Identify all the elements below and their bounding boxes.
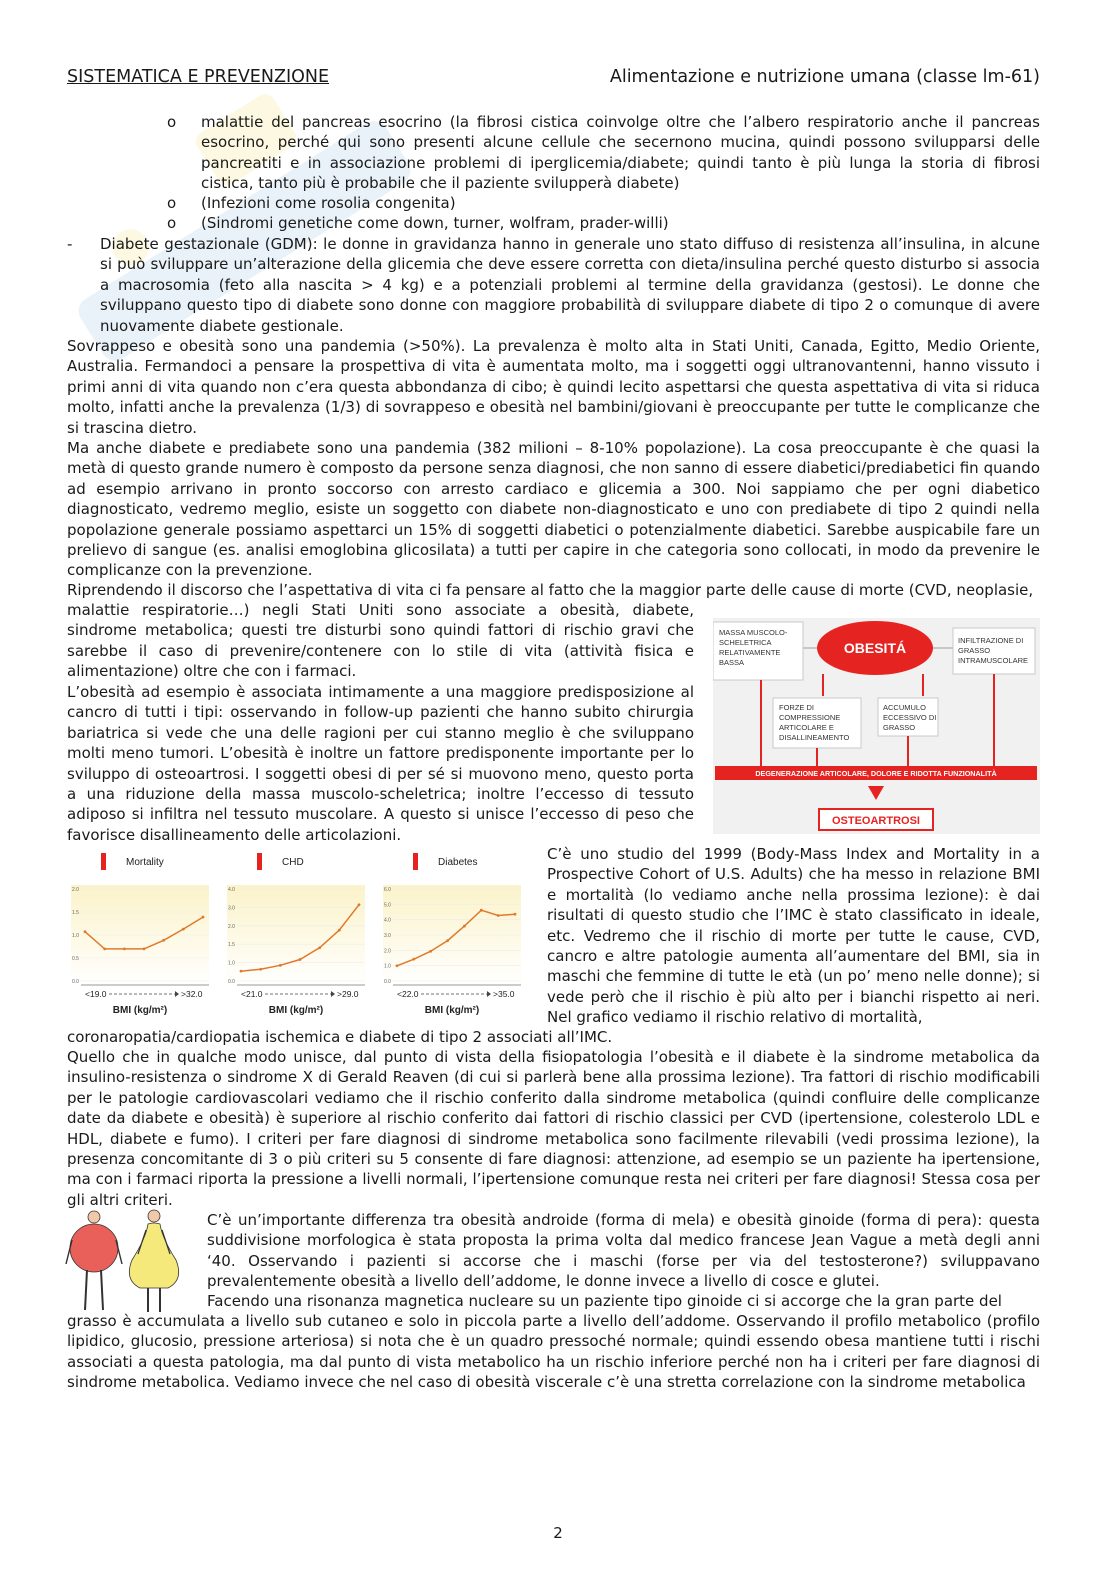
x-axis-label: BMI (kg/m²)	[112, 1005, 168, 1016]
paragraph: Facendo una risonanza magnetica nucleare su un paziente tipo ginoide ci si accorge che la gran parte del	[207, 1292, 1002, 1310]
data-point	[514, 913, 517, 916]
data-point	[123, 948, 126, 951]
y-tick-label: 4.0	[228, 887, 235, 893]
bullet-marker: o	[167, 113, 177, 131]
x-range-arrow	[175, 991, 179, 997]
diagram-box-text: GRASSO	[958, 646, 991, 655]
paragraph: malattie respiratorie…) negli Stati Uniti sono associate a obesità, diabete, sindrome metabolica; questi tre disturbi sono quindi fattori di rischio gravi che sarebbe il caso di prevenire/contenere con lo stile di vita (attività fisica e alimentazione) oltre che con i farmaci.	[67, 601, 694, 681]
data-point	[279, 964, 282, 967]
y-tick-label: 1.0	[228, 960, 235, 967]
x-range-start: <21.0	[241, 989, 263, 999]
paragraph: Sovrappeso e obesità sono una pandemia (>50%). La prevalenza è molto alta in Stati Uniti, Canada, Egitto, Medio Oriente, Australia. Fermandoci a pensare la prospettiva di vita è aumentata molto, ma i soggetti oggi ultranovantenni, hanno vissuto i primi anni di vita quando non c’era questa abbondanza di cibo; è quindi lecito aspettarsi che questa aspettativa di vita si riduca molto, infatti anche la prevalenza (1/3) di sovrappeso e obesità nel bambini/giovani è preoccupante per tutte le complicanze che si trascina dietro.	[67, 337, 1040, 437]
diagram-bottom-bar-label: DEGENERAZIONE ARTICOLARE, DOLORE E RIDOTTA FUNZIONALITÀ	[755, 769, 997, 778]
x-range-end: >29.0	[337, 989, 359, 999]
paragraph: coronaropatia/cardiopatia ischemica e diabete di tipo 2 associati all’IMC.	[67, 1028, 613, 1046]
diagram-box-text: ARTICOLARE E	[779, 723, 834, 732]
paragraph: L’obesità ad esempio è associata intimamente a una maggiore predisposizione al cancro di tutti i tipi: osservando in follow-up pazienti che hanno subito chirurgia bariatrica si vede che una delle ragioni per cui stanno meglio è che sviluppano molti meno tumori. L’obesità è inoltre un fattore predisponente importante per lo sviluppo di osteoartrosi. I soggetti obesi di per sé si muovono meno, questo porta a una riduzione della massa muscolo-scheletrica; inoltre l’eccesso di tessuto adiposo si infiltra nel tessuto muscolare. A questo si unisce l’eccesso di peso che favorisce disallineamento delle articolazioni.	[67, 683, 694, 844]
x-range-end: >35.0	[493, 989, 515, 999]
bullet-marker: -	[67, 235, 73, 253]
diagram-box-text: INTRAMUSCOLARE	[958, 656, 1029, 665]
diagram-box-text: MASSA MUSCOLO-	[719, 628, 788, 637]
data-point	[318, 946, 321, 949]
data-point	[497, 914, 500, 917]
paragraph: grasso è accumulata a livello sub cutaneo e solo in piccola parte a livello dell’addome. Osservando il profilo metabolico (profilo lipidico, glucosio, pressione arteriosa) si nota che è un quadro pressoché normale; quindi essendo obesa mantiene tutti i rischi associati a questa patologia, ma dal punto di vista metabolico ha un rischio inferiore perché non ha i criteri per fare diagnosi di sindrome metabolica. Vediamo invece che nel caso di obesità viscerale c’è una stretta correlazione con la sindrome metabolica	[67, 1312, 1040, 1392]
legend-marker	[257, 853, 262, 870]
y-tick-label: 1.5	[72, 910, 79, 916]
x-axis-label: BMI (kg/m²)	[424, 1005, 480, 1016]
y-tick-label: 1.0	[384, 963, 391, 970]
chart-title: Mortality	[126, 857, 164, 868]
x-range-start: <19.0	[85, 989, 107, 999]
bullet-marker: o	[167, 214, 177, 232]
y-tick-label: 0.0	[72, 979, 79, 985]
data-point	[259, 968, 262, 971]
bmi-relative-risk-charts	[63, 845, 529, 1023]
y-tick-label: 6.0	[384, 887, 391, 893]
y-tick-label: 1.5	[228, 942, 235, 949]
obesity-osteoarthritis-diagram	[713, 618, 1040, 834]
data-point	[143, 948, 146, 951]
paragraph: C’è uno studio del 1999 (Body-Mass Index and Mortality in a Prospective Cohort of U.S. Adults) che ha messo in relazione BMI e mortalità (lo vediamo anche nella prossima lezione): è dai risultati di questo studio che l’IMC è stato classificato in ideale, etc. Vedremo che il rischio di morte per tutte le cause, CVD, cancro e altre patologie aumenta all’aumentare del BMI, sia in maschi che femmine di tutte le età (un po’ meno nelle donne); si vede però che il rischio è più alto per i bianchi rispetto ai neri. Nel grafico vediamo il rischio relativo di mortalità,	[547, 845, 1040, 1027]
data-point	[396, 964, 399, 967]
list-item: (Infezioni come rosolia congenita)	[201, 194, 456, 212]
diagram-center-label: OBESITÁ	[843, 640, 907, 656]
y-tick-label: 0.0	[228, 979, 235, 985]
data-point	[412, 958, 415, 961]
data-point	[162, 939, 165, 942]
diagram-box-text: RELATIVAMENTE	[719, 648, 781, 657]
header-degree-class: Alimentazione e nutrizione umana (classe lm-61)	[609, 67, 1040, 87]
y-tick-label: 3.0	[384, 933, 391, 939]
data-point	[463, 925, 466, 928]
data-point	[182, 928, 185, 931]
paragraph: Quello che in qualche modo unisce, dal punto di vista della fisiopatologia l’obesità e il diabete è la sindrome metabolica da insulino-resistenza o sindrome X di Gerald Reaven (di cui si parlerà bene alla prossima lezione). Tra fattori di rischio modificabili per le patologie cardiovascolari vediamo che il rischio conferito dalla sindrome metabolica (quindi confluire delle complicanze date da diabete e obesità) è superiore al rischio conferito dai fattori di rischio classici per CVD (ipertensione, colesterolo LDL e HDL, diabete e fumo). I criteri per fare diagnosi di sindrome metabolica sono facilmente rilevabili (vedi prossima lezione), la presenza concomitante di 3 o più criteri su 5 consente di fare diagnosi: attenzione, ad esempio se un paziente ha ipertensione, ma con i farmaci riporta la pressione a livelli normali, l’ipertensione comunque resta nei criteri per fare diagnosi! Stessa cosa per gli altri criteri.	[67, 1048, 1040, 1209]
data-point	[480, 909, 483, 912]
data-point	[103, 948, 106, 951]
diagram-outcome-label: OSTEOARTROSI	[831, 815, 921, 827]
list-item: (Sindromi genetiche come down, turner, wolfram, prader-willi)	[201, 214, 669, 232]
y-tick-label: 2.0	[228, 923, 235, 930]
bullet-marker: o	[167, 194, 177, 212]
data-point	[240, 970, 243, 973]
data-point	[429, 950, 432, 953]
chart-title: Diabetes	[438, 857, 478, 868]
diagram-box-text: FORZE DI	[779, 703, 814, 712]
legend-marker	[101, 853, 106, 870]
list-item: Diabete gestazionale (GDM): le donne in gravidanza hanno in generale uno stato diffuso di resistenza all’insulina, in alcune si può sviluppare un’alterazione della glicemia che deve essere corretta con dieta/insulina perché questo disturbo si associa a macrosomia (feto alla nascita > 4 kg) e a potenziali problemi al termine della gravidanza (gestosi). Le donne che sviluppano questo tipo di diabete sono donne con maggiore probabilità di sviluppare diabete di tipo 2 o comunque di avere nuovamente diabete gestionale.	[100, 235, 1040, 335]
data-point	[299, 958, 302, 961]
y-tick-label: 0.0	[384, 979, 391, 985]
data-point	[338, 929, 341, 932]
y-tick-label: 5.0	[384, 902, 391, 909]
data-point	[84, 930, 87, 933]
diagram-box-text: ECCESSIVO DI	[883, 713, 937, 722]
gynoid-pear-figure	[129, 1210, 178, 1312]
data-point	[202, 916, 205, 919]
header-course-title: SISTEMATICA E PREVENZIONE	[67, 67, 330, 87]
y-tick-label: 2.0	[72, 887, 79, 893]
android-gynoid-body-figures	[64, 1208, 194, 1314]
paragraph: C’è un’importante differenza tra obesità androide (forma di mela) e obesità ginoide (forma di pera): questa suddivisione morfologica è stata proposta la prima volta dal medico francese Jean Vague a metà degli anni ‘40. Osservando i pazienti si accorse che i maschi (forse per via del testosterone?) sviluppavano prevalentemente obesità a livello dell’addome, le donne invece a livello di cosce e glutei.	[207, 1211, 1040, 1291]
diagram-box-text: DISALLINEAMENTO	[779, 733, 850, 742]
diagram-box-text: SCHELETRICA	[719, 638, 772, 647]
diagram-box-text: ACCUMULO	[883, 703, 926, 712]
y-tick-label: 4.0	[384, 917, 391, 924]
x-axis-label: BMI (kg/m²)	[268, 1005, 324, 1016]
legend-marker	[413, 853, 418, 870]
x-range-arrow	[331, 991, 335, 997]
y-tick-label: 0.5	[72, 956, 79, 962]
diagram-box-text: INFILTRAZIONE DI	[958, 636, 1024, 645]
diagram-box-text: GRASSO	[883, 723, 916, 732]
y-tick-label: 1.0	[72, 933, 79, 939]
data-point	[358, 903, 361, 906]
data-point	[446, 939, 449, 942]
diagram-box-text: BASSA	[719, 658, 745, 667]
x-range-end: >32.0	[181, 989, 203, 999]
chart-title: CHD	[282, 857, 304, 868]
paragraph: Riprendendo il discorso che l’aspettativa di vita ci fa pensare al fatto che la maggior parte delle cause di morte (CVD, neoplasie,	[67, 581, 1034, 599]
diagram-box-text: COMPRESSIONE	[779, 713, 841, 722]
x-range-start: <22.0	[397, 989, 419, 999]
y-tick-label: 3.0	[228, 905, 235, 912]
android-apple-figure	[66, 1211, 122, 1310]
x-range-arrow	[487, 991, 491, 997]
page-number: 2	[553, 1524, 563, 1542]
y-tick-label: 2.0	[384, 948, 391, 955]
list-item: malattie del pancreas esocrino (la fibrosi cistica coinvolge oltre che l’albero respiratorio anche il pancreas esocrino, perché qui sono presenti alcune cellule che secernono mucina, quindi possono svilupparsi delle pancreatiti e in associazione problemi di iperglicemia/diabete; quindi tanto è più lunga la storia di fibrosi cistica, tanto più è probabile che il paziente svilupperà diabete)	[201, 113, 1040, 193]
paragraph: Ma anche diabete e prediabete sono una pandemia (382 milioni – 8-10% popolazione). La cosa preoccupante è che quasi la metà di questo grande numero è composto da persone senza diagnosi, che non sanno di essere diabetici/prediabetici fin quando ad esempio arrivano in pronto soccorso con arresto cardiaco e glicemia a 300. Noi sappiamo che per ogni diabetico diagnosticato, vedremo meglio, esiste un soggetto con diabete non-diagnosticato e uno con prediabete di tipo 2 quindi nella popolazione generale possiamo aspettarci un 15% di soggetti diabetici o potenzialmente diabetici. Sarebbe auspicabile fare un prelievo di sangue (es. analisi emoglobina glicosilata) a tutti per capire in che categoria sono collocati, in modo da prevenire le complicanze con la prevenzione.	[67, 439, 1040, 580]
